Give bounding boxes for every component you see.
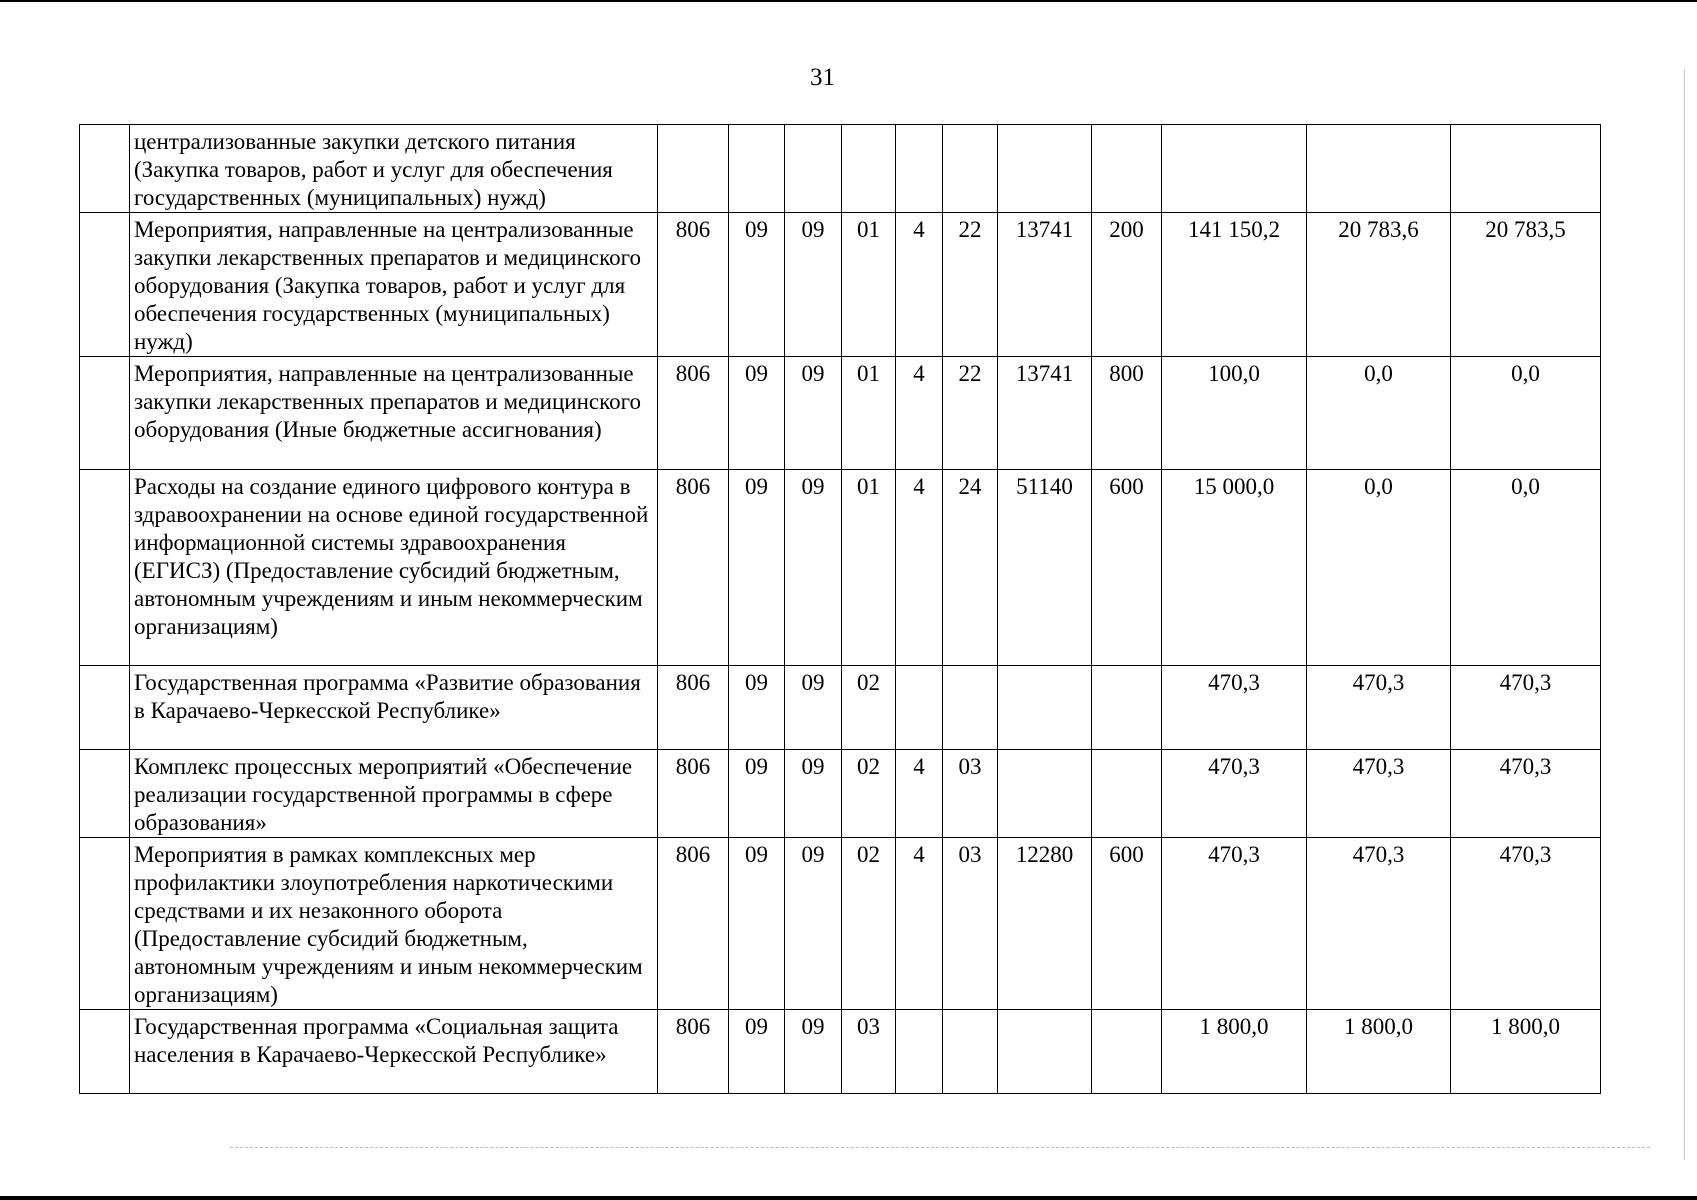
amount-year1-cell: 141 150,2 <box>1162 213 1307 357</box>
subsection-code-cell: 09 <box>785 666 842 750</box>
program-code-cell: 01 <box>842 357 896 470</box>
activity-code-cell: 22 <box>943 357 998 470</box>
amount-year3-cell: 470,3 <box>1451 750 1601 838</box>
amount-year1-cell: 15 000,0 <box>1162 470 1307 666</box>
program-code-cell <box>842 125 896 213</box>
subsection-code-cell: 09 <box>785 213 842 357</box>
direction-code-cell: 13741 <box>998 213 1092 357</box>
program-code-cell: 02 <box>842 750 896 838</box>
amount-year3-cell: 0,0 <box>1451 357 1601 470</box>
expense-type-cell: 800 <box>1092 357 1162 470</box>
program-code-cell: 02 <box>842 666 896 750</box>
row-number-cell <box>80 213 130 357</box>
table-row <box>80 213 1601 357</box>
activity-code-cell: 03 <box>943 750 998 838</box>
subprogram-type-cell: 4 <box>896 750 943 838</box>
subsection-code-cell: 09 <box>785 470 842 666</box>
amount-year1-cell: 100,0 <box>1162 357 1307 470</box>
row-number-cell <box>80 838 130 1010</box>
section-code-cell: 09 <box>729 666 785 750</box>
amount-year1-cell: 470,3 <box>1162 838 1307 1010</box>
direction-code-cell: 51140 <box>998 470 1092 666</box>
table-row <box>80 125 1601 213</box>
ministry-code-cell: 806 <box>658 838 729 1010</box>
ministry-code-cell: 806 <box>658 1010 729 1094</box>
row-number-cell <box>80 666 130 750</box>
activity-code-cell: 03 <box>943 838 998 1010</box>
amount-year1-cell: 1 800,0 <box>1162 1010 1307 1094</box>
direction-code-cell <box>998 750 1092 838</box>
right-margin-line <box>1684 70 1685 1160</box>
row-number-cell <box>80 357 130 470</box>
ministry-code-cell: 806 <box>658 666 729 750</box>
subprogram-type-cell: 4 <box>896 213 943 357</box>
table-row <box>80 357 1601 470</box>
amount-year1-cell: 470,3 <box>1162 750 1307 838</box>
program-code-cell: 03 <box>842 1010 896 1094</box>
ministry-code-cell: 806 <box>658 470 729 666</box>
subprogram-type-cell: 4 <box>896 470 943 666</box>
top-border-line <box>0 0 1697 2</box>
subsection-code-cell: 09 <box>785 838 842 1010</box>
subprogram-type-cell <box>896 125 943 213</box>
subprogram-type-cell: 4 <box>896 838 943 1010</box>
subsection-code-cell: 09 <box>785 750 842 838</box>
amount-year1-cell <box>1162 125 1307 213</box>
amount-year3-cell: 470,3 <box>1451 666 1601 750</box>
expense-name-cell: Мероприятия в рамках комплексных мер профилактики злоупотребления наркотическими средствами и их незаконного оборота (Предоставление субсидий бюджетным, автономным учреждениям и иным некоммерческим организациям) <box>130 838 658 1010</box>
amount-year3-cell: 1 800,0 <box>1451 1010 1601 1094</box>
subsection-code-cell: 09 <box>785 1010 842 1094</box>
activity-code-cell <box>943 125 998 213</box>
amount-year2-cell: 470,3 <box>1307 666 1451 750</box>
table-row <box>80 470 1601 666</box>
ministry-code-cell: 806 <box>658 750 729 838</box>
amount-year2-cell <box>1307 125 1451 213</box>
amount-year3-cell <box>1451 125 1601 213</box>
section-code-cell: 09 <box>729 750 785 838</box>
section-code-cell: 09 <box>729 213 785 357</box>
activity-code-cell: 24 <box>943 470 998 666</box>
page-number: 31 <box>810 64 835 91</box>
expense-type-cell: 600 <box>1092 838 1162 1010</box>
section-code-cell: 09 <box>729 838 785 1010</box>
direction-code-cell: 12280 <box>998 838 1092 1010</box>
expense-type-cell <box>1092 750 1162 838</box>
direction-code-cell <box>998 125 1092 213</box>
table-row <box>80 666 1601 750</box>
section-code-cell: 09 <box>729 357 785 470</box>
table-row <box>80 750 1601 838</box>
amount-year2-cell: 1 800,0 <box>1307 1010 1451 1094</box>
subprogram-type-cell <box>896 1010 943 1094</box>
subprogram-type-cell <box>896 666 943 750</box>
expense-type-cell: 200 <box>1092 213 1162 357</box>
ministry-code-cell: 806 <box>658 213 729 357</box>
row-number-cell <box>80 470 130 666</box>
amount-year2-cell: 470,3 <box>1307 750 1451 838</box>
amount-year3-cell: 470,3 <box>1451 838 1601 1010</box>
direction-code-cell <box>998 1010 1092 1094</box>
expense-name-cell: Расходы на создание единого цифрового контура в здравоохранении на основе единой государственной информационной системы здравоохранения (ЕГИСЗ) (Предоставление субсидий бюджетным, автономным учреждениям и иным некоммерческим организациям) <box>130 470 658 666</box>
bottom-border-line <box>0 1196 1697 1200</box>
expense-type-cell <box>1092 125 1162 213</box>
amount-year3-cell: 20 783,5 <box>1451 213 1601 357</box>
table-row <box>80 1010 1601 1094</box>
amount-year2-cell: 20 783,6 <box>1307 213 1451 357</box>
section-code-cell: 09 <box>729 470 785 666</box>
program-code-cell: 01 <box>842 470 896 666</box>
subprogram-type-cell: 4 <box>896 357 943 470</box>
amount-year2-cell: 470,3 <box>1307 838 1451 1010</box>
row-number-cell <box>80 125 130 213</box>
section-code-cell <box>729 125 785 213</box>
expense-name-cell: Государственная программа «Развитие образования в Карачаево-Черкесской Республике» <box>130 666 658 750</box>
row-number-cell <box>80 1010 130 1094</box>
activity-code-cell <box>943 1010 998 1094</box>
budget-table <box>79 124 1601 1094</box>
activity-code-cell: 22 <box>943 213 998 357</box>
expense-type-cell <box>1092 666 1162 750</box>
expense-name-cell: Мероприятия, направленные на централизованные закупки лекарственных препаратов и медицинского оборудования (Закупка товаров, работ и услуг для обеспечения государственных (муниципальных) нужд) <box>130 213 658 357</box>
expense-name-cell: Комплекс процессных мероприятий «Обеспечение реализации государственной программы в сфере образования» <box>130 750 658 838</box>
program-code-cell: 01 <box>842 213 896 357</box>
expense-name-cell: Государственная программа «Социальная защита населения в Карачаево-Черкесской Республике» <box>130 1010 658 1094</box>
program-code-cell: 02 <box>842 838 896 1010</box>
expense-name-cell: Мероприятия, направленные на централизованные закупки лекарственных препаратов и медицинского оборудования (Иные бюджетные ассигнования) <box>130 357 658 470</box>
direction-code-cell: 13741 <box>998 357 1092 470</box>
footer-dashed-line <box>230 1147 1650 1149</box>
expense-type-cell <box>1092 1010 1162 1094</box>
amount-year2-cell: 0,0 <box>1307 357 1451 470</box>
subsection-code-cell <box>785 125 842 213</box>
amount-year3-cell: 0,0 <box>1451 470 1601 666</box>
ministry-code-cell: 806 <box>658 357 729 470</box>
amount-year1-cell: 470,3 <box>1162 666 1307 750</box>
table-row <box>80 838 1601 1010</box>
row-number-cell <box>80 750 130 838</box>
expense-type-cell: 600 <box>1092 470 1162 666</box>
section-code-cell: 09 <box>729 1010 785 1094</box>
direction-code-cell <box>998 666 1092 750</box>
subsection-code-cell: 09 <box>785 357 842 470</box>
ministry-code-cell <box>658 125 729 213</box>
activity-code-cell <box>943 666 998 750</box>
amount-year2-cell: 0,0 <box>1307 470 1451 666</box>
expense-name-cell: централизованные закупки детского питания (Закупка товаров, работ и услуг для обеспечения государственных (муниципальных) нужд) <box>130 125 658 213</box>
